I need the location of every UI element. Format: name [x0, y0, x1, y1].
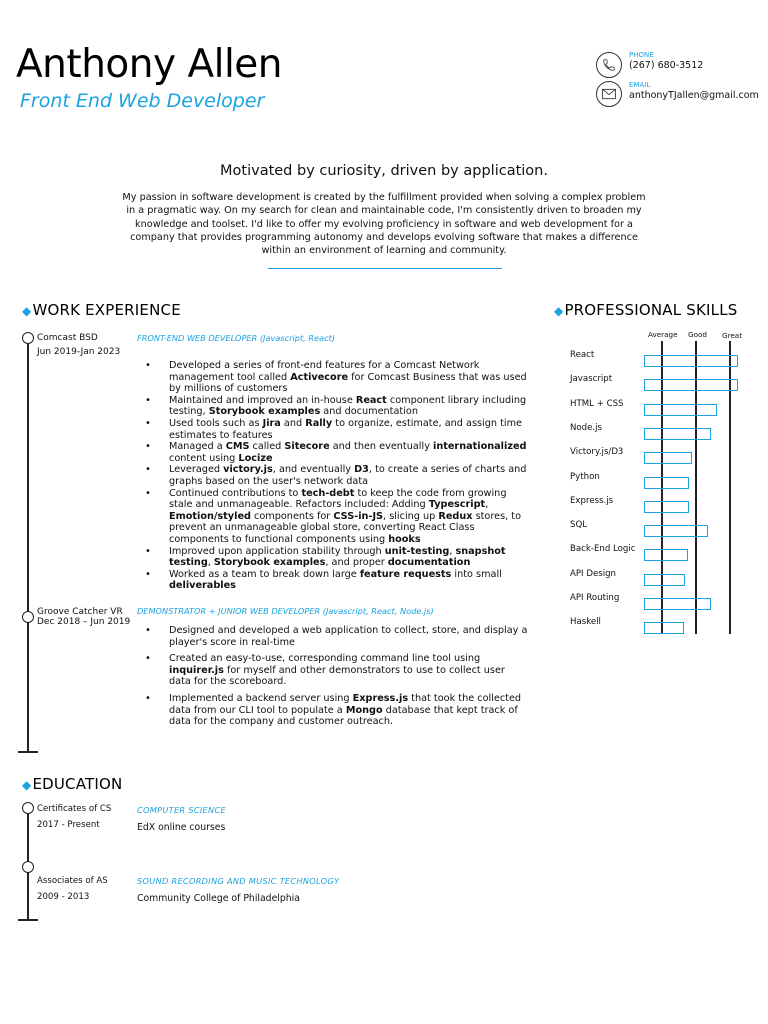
skill-label: Node.js	[570, 422, 603, 433]
edu-field: COMPUTER SCIENCE	[137, 805, 226, 815]
skill-label: HTML + CSS	[570, 398, 624, 409]
edu-school: Community College of Philadelphia	[137, 893, 300, 904]
skill-label: Express.js	[570, 495, 614, 506]
email-label: EMAIL	[629, 81, 651, 89]
timeline-dot	[22, 332, 34, 344]
timeline-dot	[22, 611, 34, 623]
timeline-end	[18, 919, 38, 921]
skill-label: Haskell	[570, 617, 601, 628]
phone-icon	[596, 52, 622, 78]
work-experience-heading	[22, 301, 181, 319]
education-heading	[22, 775, 122, 793]
email-icon	[596, 81, 622, 107]
skill-bar	[644, 452, 692, 464]
edu-dates: 2009 - 2013	[37, 892, 90, 902]
job-role: FRONT-END WEB DEVELOPER (Javascript, React)	[137, 333, 336, 343]
job-dates: Dec 2018 – Jun 2019	[37, 617, 131, 627]
diamond-icon: ◆	[554, 304, 564, 318]
skill-label: Python	[570, 471, 600, 482]
work-experience-heading-text: WORK EXPERIENCE	[32, 301, 181, 319]
job-title: Front End Web Developer	[20, 90, 265, 112]
edu-field: SOUND RECORDING AND MUSIC TECHNOLOGY	[137, 876, 340, 886]
list-item: • Created an easy-to-use, corresponding command line tool using inquirer.js for myself and other demonstrators to use to collect user data for the scoreboard.	[169, 653, 529, 688]
list-item: • Designed and developed a web application to collect, store, and display a player's score in real-time	[169, 625, 529, 648]
diamond-icon: ◆	[22, 304, 32, 318]
summary: My passion in software development is created by the fulfillment provided when solving a complex problem in a pragmatic way. On my search for clean and maintainable code, I'm consistently driven to broaden my knowledge and toolset. I'd like to offer my evolving proficiency in software and web development for a company that provides programming autonomy and develops evolving software that makes a difference within an environment of learning and community.	[122, 192, 646, 257]
email-value[interactable]: anthonyTJallen@gmail.com	[629, 90, 759, 101]
skills-heading	[554, 301, 738, 319]
level-good: Good	[688, 330, 707, 339]
timeline-dot	[22, 802, 34, 814]
job-dates: Jun 2019-Jan 2023	[37, 347, 121, 357]
skill-bar	[644, 477, 689, 489]
edu-dates: 2017 - Present	[37, 820, 100, 830]
tagline: Motivated by curiosity, driven by application.	[220, 163, 548, 179]
skill-label: React	[570, 350, 595, 360]
skill-label: API Routing	[570, 593, 620, 603]
phone-value[interactable]: (267) 680-3512	[629, 60, 704, 71]
level-average: Average	[648, 330, 678, 339]
edu-credential: Certificates of CS	[37, 804, 112, 814]
list-item: • Leveraged victory.js, and eventually D3, to create a series of charts and graphs based on the user's network data	[169, 464, 529, 487]
skill-bar	[644, 574, 685, 586]
timeline-dot	[22, 861, 34, 873]
skill-bar	[644, 549, 688, 561]
timeline-end	[18, 751, 38, 753]
skill-bar	[644, 598, 711, 610]
list-item: • Worked as a team to break down large feature requests into small deliverables	[169, 569, 529, 592]
skill-bar	[644, 525, 708, 537]
list-item: • Developed a series of front-end features for a Comcast Network management tool called Activecore for Comcast Business that was used by millions of customers	[169, 360, 529, 395]
edu-school: EdX online courses	[137, 822, 226, 833]
skill-bar	[644, 622, 684, 634]
skill-label: API Design	[570, 568, 616, 579]
list-item: • Improved upon application stability through unit-testing, snapshot testing, Storybook examples, and proper documentation	[169, 546, 529, 569]
list-item: • Implemented a backend server using Express.js that took the collected data from our CLI tool to populate a Mongo database that kept track of data for the company and customer outreach.	[169, 693, 529, 728]
skills-heading-text: PROFESSIONAL SKILLS	[564, 301, 738, 319]
divider	[268, 268, 502, 269]
skill-bar	[644, 355, 738, 367]
skill-label: Back-End Logic	[570, 544, 636, 555]
list-item: • Continued contributions to tech-debt to keep the code from growing stale and unmanageable. Refactors included: Adding Typescript, Emotion/styled components for CSS-in-JS, slicing up Redux stores, to prevent an unmanageable global store, converting React Class components to functional components using hooks	[169, 488, 529, 546]
skill-label: SQL	[570, 520, 588, 531]
job-company: Comcast BSD	[37, 333, 98, 343]
job-company: Groove Catcher VR	[37, 607, 123, 617]
skill-label: Victory.js/D3	[570, 447, 624, 458]
skill-label: Javascript	[570, 374, 613, 385]
job-role: DEMONSTRATOR + JUNIOR WEB DEVELOPER (Javascript, React, Node.js)	[137, 606, 434, 616]
list-item: • Used tools such as Jira and Rally to organize, estimate, and assign time estimates to features	[169, 418, 529, 441]
skill-bar	[644, 501, 689, 513]
list-item: • Maintained and improved an in-house React component library including testing, Storybook examples and documentation	[169, 395, 529, 418]
job-duties	[169, 360, 529, 592]
list-item: • Managed a CMS called Sitecore and then eventually internationalized content using Locize	[169, 441, 529, 464]
skill-bar	[644, 428, 711, 440]
work-timeline-line	[27, 342, 29, 752]
skill-bar	[644, 404, 717, 416]
diamond-icon: ◆	[22, 778, 32, 792]
skill-bar	[644, 379, 738, 391]
candidate-name: Anthony Allen	[16, 42, 283, 87]
level-great: Great	[722, 331, 743, 340]
phone-label: PHONE	[629, 51, 654, 59]
edu-credential: Associates of AS	[37, 876, 108, 886]
job-duties	[169, 625, 529, 728]
education-heading-text: EDUCATION	[32, 775, 123, 793]
